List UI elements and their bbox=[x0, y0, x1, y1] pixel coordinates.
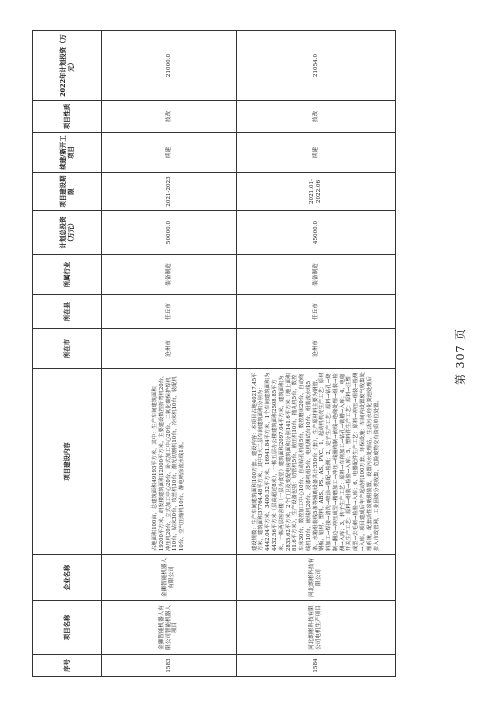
header-cell: 项目建设期限 bbox=[33, 173, 102, 211]
header-cell: 项目名称 bbox=[33, 601, 102, 655]
project-status: 续建 bbox=[102, 133, 237, 173]
header-cell: 续建/新开工项目 bbox=[33, 133, 102, 173]
header-cell: 所在市 bbox=[33, 329, 102, 369]
company-name: 河北朗彬科技有限公司 bbox=[237, 555, 396, 601]
header-cell: 项目性质 bbox=[33, 101, 102, 133]
construction-content: 建设规模：生产车间建筑面积100万套。建设内容：本项目占地40217.45平方米，建筑面积37764.48平方米，其中3大二层车间建筑面积分别为：4442.04平方米、3400.32平方米、16941.84平方米，1个车间建筑面积为4432.56平方米（层高超过8米），一栋五层办公楼建筑面积2508.85平方米，一栋两层宿舍楼（一层为食堂）建筑面积2097.04平方米，建筑面积为2835.62平方米，2个门卫及变配电房建筑面积分别141.6平方米（地上面积81.6平方米），生产设备包括：切管机5台、液压机10台、抛丸机5台、数控车床30台、数控加工中心10台、自动钻孔机组5台，数控磨床20台、自动绕线机10台、嵌线机20台、浸漆机组5台、电机测试台10台、组装流水线5条、水箱组装线5条等辅助设备共计350台（套），生产原材料主要为钢管、钢板、铝材、塑料、ABS、PS、AS、PVC、1、起动机机壳生产工艺：原材料加工→焊接→清洗→喷涂→装配→检测；2、定子生产工艺：原料→钻孔→烧制→翻边→冲压成型→精磨加工→冲压→线圈绕制→嵌线→绝缘处理→组装→检测→入库；3、转子生产工艺：原料→车削加工→钻孔→铣槽→入库；4、电磁开关生产工艺：原料→组装→检验→入库；5、塑料件生产工艺：原料→注塑成型→去毛刺→检验→入库；6、电器配件生产工艺：原料→冲压→组装→检测→入库。项目建成后年产起动机100万套，环保设施：车间内设置废气收集处理系统，配套活性炭吸附装置，设置污水处理站，生活污水经化粪池处理后排入市政管网，工业固废分类收集，危险废物交有资质单位处置。 bbox=[237, 369, 396, 555]
planned-investment-2022: 21000.0 bbox=[102, 31, 237, 101]
project-name: 金狮智能机器人有限公司智能机器人项目 bbox=[102, 601, 237, 655]
project-nature: 技改 bbox=[237, 101, 396, 133]
county: 任丘市 bbox=[102, 295, 237, 329]
industry: 装备制造 bbox=[237, 255, 396, 295]
company-name: 金狮智能机器人有限公司 bbox=[102, 555, 237, 601]
construction-content: 占地面积100亩，总建筑面积49193平方米，其中：生产车间建筑面积19200平方米，研发楼建筑面积12000平方米。主要建设数控折弯机20台、冲压机20台、立式加工中心20台、卧式加工中心20台、二氧化碳保护焊机110台、钻床30台、攻丝机10台、激光切割机10台、冷床机10台、装配机10台、空气压缩机10台、静电喷涂流水线1条。 bbox=[102, 369, 237, 555]
header-cell: 企业名称 bbox=[33, 555, 102, 601]
planned-investment-2022: 21054.0 bbox=[237, 31, 396, 101]
project-table bbox=[32, 30, 396, 677]
table-row bbox=[102, 31, 237, 677]
city: 沧州市 bbox=[237, 329, 396, 369]
header-cell: 所在县 bbox=[33, 295, 102, 329]
construction-period: 2021.01-2022.06 bbox=[237, 173, 396, 211]
header-cell: 序号 bbox=[33, 655, 102, 677]
header-cell: 2022年计划投资（万元） bbox=[33, 31, 102, 101]
project-name: 河北朗彬科技有限公司电机生产项目 bbox=[237, 601, 396, 655]
city: 沧州市 bbox=[102, 329, 237, 369]
serial-number: 1584 bbox=[237, 655, 396, 677]
construction-period: 2021-2023 bbox=[102, 173, 237, 211]
total-investment: 50000.0 bbox=[102, 211, 237, 255]
header-cell: 项目建设内容 bbox=[33, 369, 102, 555]
industry: 装备制造 bbox=[102, 255, 237, 295]
header-row bbox=[33, 31, 102, 677]
serial-number: 1583 bbox=[102, 655, 237, 677]
page-number: 第 307 页 bbox=[454, 328, 467, 385]
county: 任丘市 bbox=[237, 295, 396, 329]
total-investment: 45000.0 bbox=[237, 211, 396, 255]
project-status: 续建 bbox=[237, 133, 396, 173]
table-row bbox=[237, 31, 396, 677]
project-nature: 技改 bbox=[102, 101, 237, 133]
header-cell: 计划总投资（万元） bbox=[33, 211, 102, 255]
header-cell: 所属行业 bbox=[33, 255, 102, 295]
